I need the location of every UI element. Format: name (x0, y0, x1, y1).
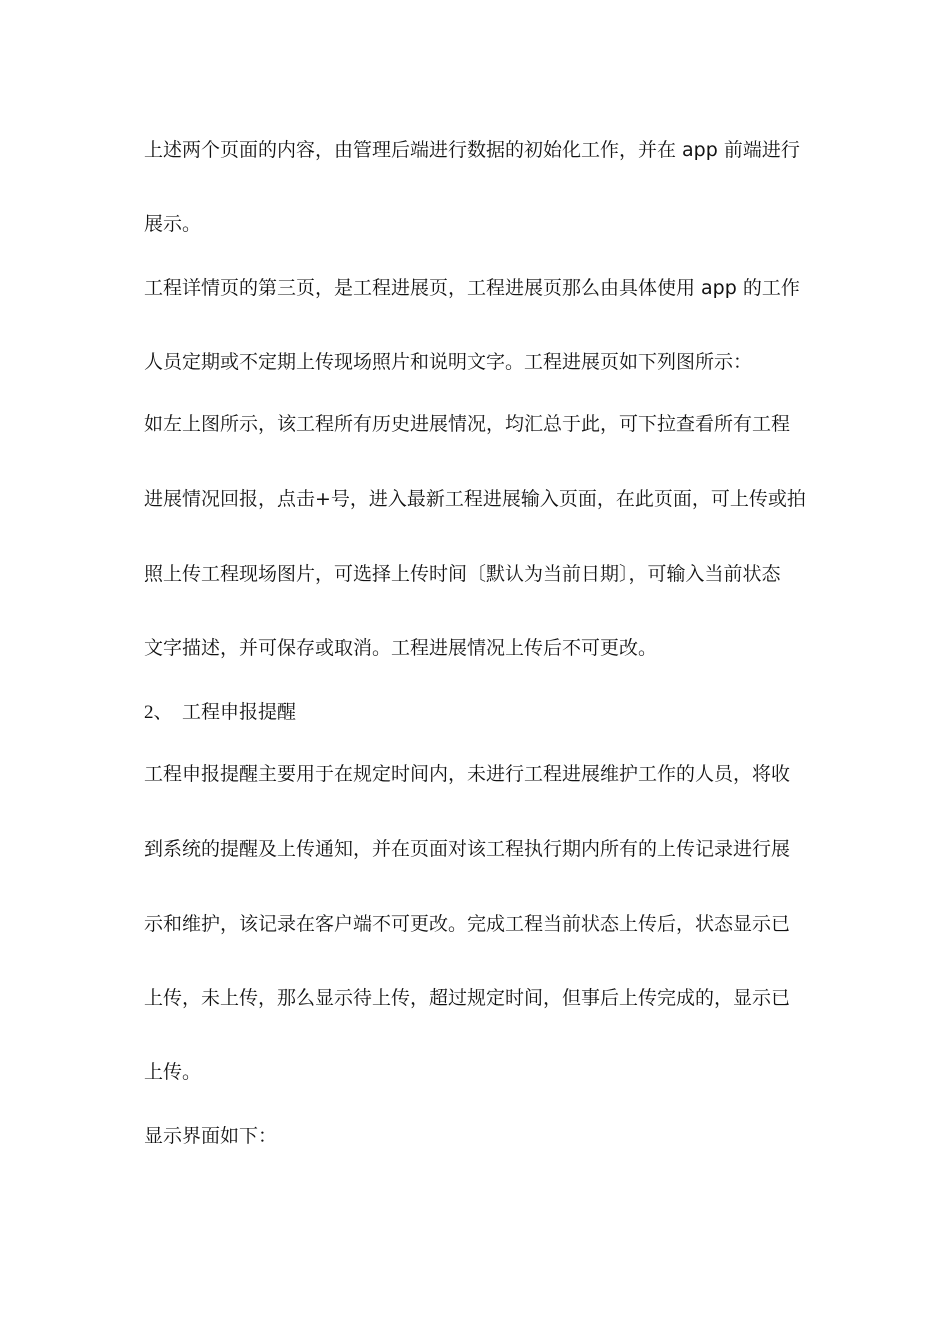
paragraph-line: 照上传工程现场图片，可选择上传时间〔默认为当前日期〕，可输入当前状态 (144, 563, 781, 585)
section-heading (144, 700, 296, 725)
paragraph-line: 示和维护，该记录在客户端不可更改。完成工程当前状态上传后，状态显示已 (144, 913, 791, 935)
paragraph-line: 上传。 (144, 1061, 202, 1083)
paragraph-line: 到系统的提醒及上传通知，并在页面对该工程执行期内所有的上传记录进行展 (144, 838, 791, 860)
paragraph-line: 显示界面如下： (144, 1125, 278, 1147)
paragraph-line: 文字描述，并可保存或取消。工程进展情况上传后不可更改。 (144, 637, 658, 659)
paragraph-line: 展示。 (144, 213, 202, 235)
paragraph-line: 进展情况回报，点击+号，进入最新工程进展输入页面，在此页面，可上传或拍 (144, 488, 806, 510)
paragraph-line: 上传，未上传，那么显示待上传，超过规定时间，但事后上传完成的，显示已 (144, 987, 791, 1009)
paragraph-line: 人员定期或不定期上传现场照片和说明文字。工程进展页如下列图所示： (144, 351, 753, 373)
paragraph-line: 工程申报提醒主要用于在规定时间内，未进行工程进展维护工作的人员，将收 (144, 763, 791, 785)
paragraph-line: 工程详情页的第三页，是工程进展页，工程进展页那么由具体使用 app 的工作 (144, 277, 800, 299)
paragraph-line: 上述两个页面的内容，由管理后端进行数据的初始化工作，并在 app 前端进行 (144, 139, 800, 161)
section-number: 2、 (144, 702, 173, 723)
section-title: 工程申报提醒 (182, 701, 297, 723)
paragraph-line: 如左上图所示，该工程所有历史进展情况，均汇总于此，可下拉查看所有工程 (144, 413, 791, 435)
